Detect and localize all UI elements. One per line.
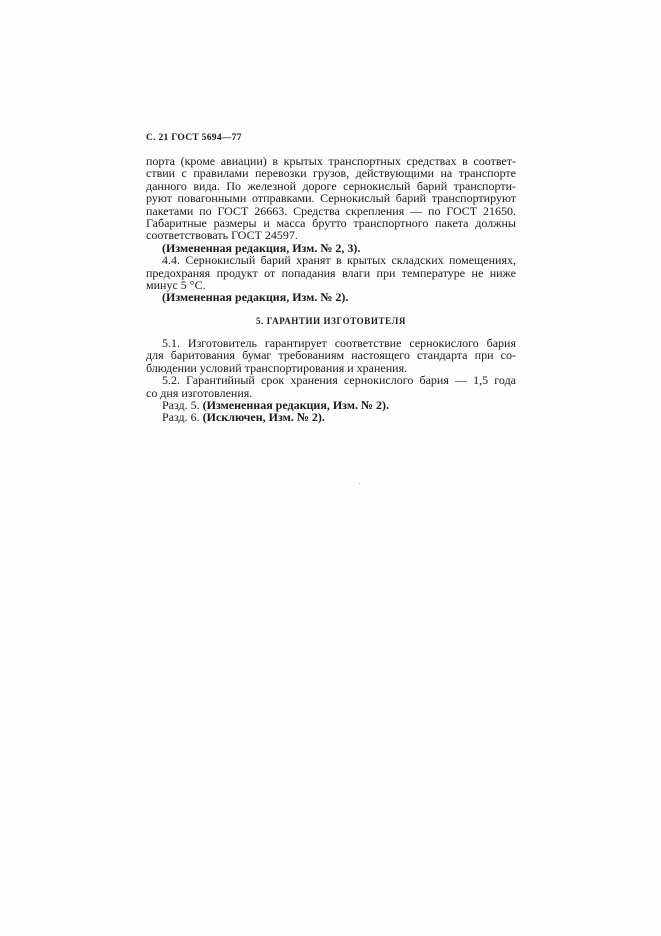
razd6-note: (Исключен, Изм. № 2). [202,410,325,425]
scan-speck [359,483,360,484]
razd5-prefix: Разд. 5. [162,397,200,412]
text-line: предохраняя продукт от попадания влаги при температуре не ниже [146,265,516,280]
text-line: для баритования бумаг требованиям настоящего стандарта при со- [146,348,516,363]
text-line: 4.4. Сернокислый барий хранят в крытых складских помещениях, [162,253,516,268]
page-header: С. 21 ГОСТ 5694—77 [146,133,242,143]
text-line: руют повагонными отправками. Сернокислый барий транспортируют [146,191,516,206]
text-line: ствии с правилами перевозки грузов, действующими на транспорте [146,166,516,181]
text-line: пакетами по ГОСТ 26663. Средства скрепления — по ГОСТ 21650. [146,203,516,218]
text-line: блюдении условий транспортирования и хранения. [146,360,408,375]
section5-paragraphs [146,337,516,424]
section-title: 5. ГАРАНТИИ ИЗГОТОВИТЕЛЯ [256,316,406,326]
razd5-note: (Измененная редакция, Изм. № 2). [202,397,390,412]
section4-continued-paragraph [146,155,516,304]
text-line: минус 5 °С. [146,277,206,292]
text-line: 5.1. Изготовитель гарантирует соответствие сернокислого бария [162,336,516,350]
text-line: со дня изготовления. [146,385,253,400]
razd6-prefix: Разд. 6. [162,410,200,425]
text-line: данного вида. По железной дороге сернокислый барий транспорти- [146,178,516,193]
amendment-note: (Измененная редакция, Изм. № 2). [162,290,349,305]
razd6-line [146,411,516,423]
text-line: соответствовать ГОСТ 24597. [146,228,298,243]
amendment-note: (Измененная редакция, Изм. № 2, 3). [162,240,361,255]
text-line: 5.2. Гарантийный срок хранения сернокислого бария — 1,5 года [162,373,516,388]
text-line: порта (кроме авиации) в крытых транспортных средствах в соответ- [146,154,516,168]
text-line: Габаритные размеры и масса брутто транспортного пакета должны [146,215,516,230]
